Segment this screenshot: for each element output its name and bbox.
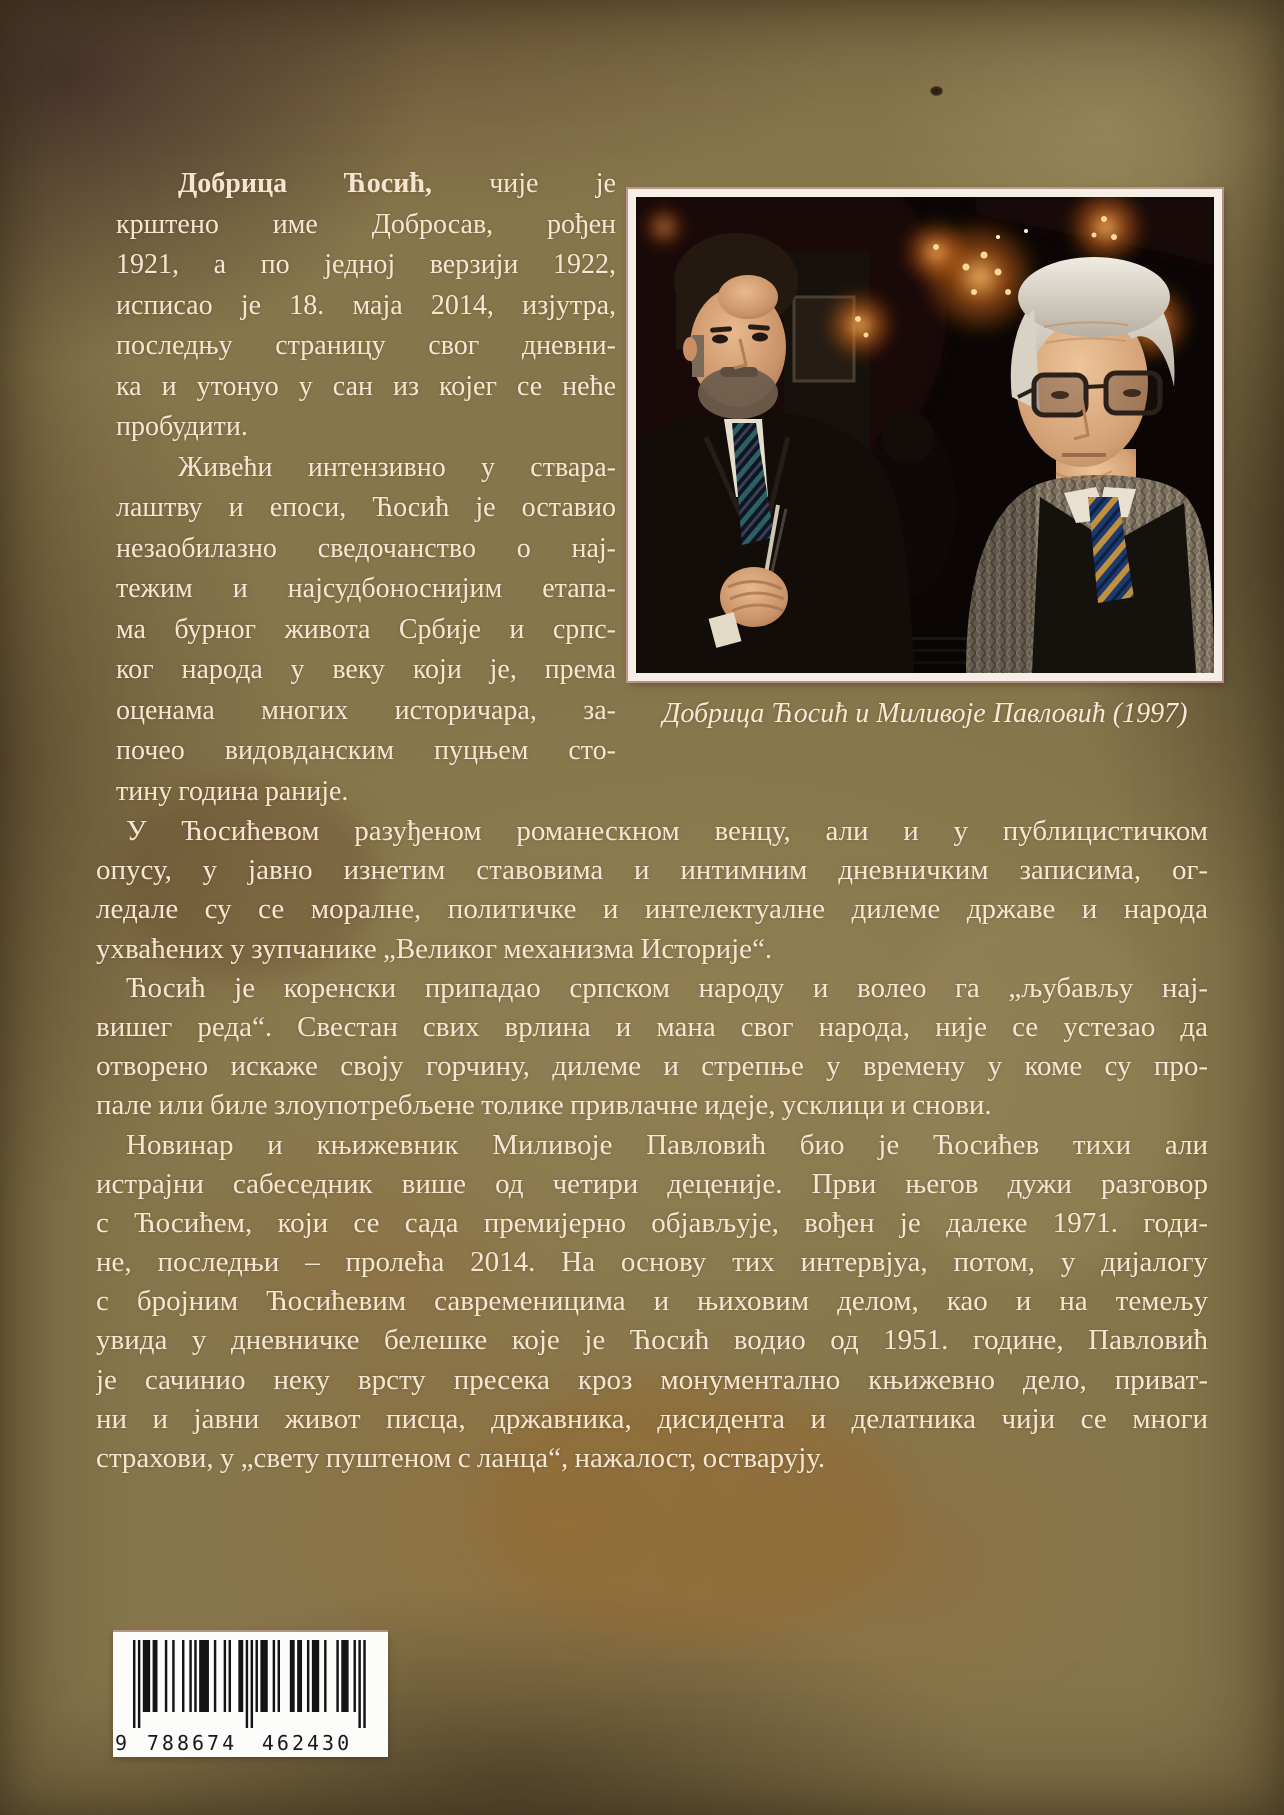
text-line: опусу, у јавно изнетим ставовима и интимним дневничким записима, ог-: [96, 854, 1208, 887]
paragraph-5: [96, 1126, 1208, 1479]
text-line: тину година раније.: [116, 775, 349, 807]
text-line: отворено искаже своју горчину, дилеме и стрепње у времену у коме су про-: [96, 1050, 1208, 1083]
text-line: исписао је 18. маја 2014, изјутра,: [116, 289, 616, 321]
text-line: [116, 164, 616, 205]
text-line: пале или биле злоупотребљене толике привлачне идеје, усклици и снови.: [96, 1089, 992, 1122]
paragraph-2: [116, 448, 616, 813]
text-line: ма бурног живота Србије и српс-: [116, 613, 616, 645]
text-line: последњу страницу свог дневни-: [116, 330, 616, 361]
text-line: У Ћосићевом разуђеном романескном венцу, али и у публицистичком: [126, 815, 1208, 847]
text-line: увида у дневничке белешке које је Ћосић водио од 1951. године, Павловић: [96, 1324, 1208, 1357]
isbn-barcode: [113, 1632, 388, 1757]
barcode-svg: [113, 1632, 388, 1757]
barcode-digits-group1: 788674: [146, 1731, 238, 1755]
text-line: Ћосић је коренски припадао српском народу и волео га „љубављу нај-: [126, 971, 1208, 1004]
author-name-bold: Добрица Ћосић,: [178, 168, 432, 199]
text-run: чије је: [431, 168, 616, 199]
barcode-digit-left: 9: [115, 1731, 131, 1755]
text-line: оценама многих историчара, за-: [116, 694, 616, 726]
barcode-bars: [133, 1640, 366, 1728]
text-line: Новинар и књижевник Миливоје Павловић био је Ћосићев тихи али: [126, 1128, 1208, 1161]
text-line: ухваћених у зупчанике „Великог механизма Историје“.: [96, 932, 773, 965]
text-line: с Ћосићем, који се сада премијерно објављује, вођен је далеке 1971. годи-: [96, 1206, 1208, 1239]
text-line: је сачинио неку врсту пресека кроз монументално књижевно дело, приват-: [96, 1363, 1208, 1396]
paragraph-4: [96, 969, 1208, 1126]
main-text: [96, 812, 1208, 1478]
photo-illustration: [636, 197, 1214, 673]
text-line: ког народа у веку који је, према: [116, 654, 616, 685]
photo-frame: [628, 189, 1222, 681]
text-line: ка и утонуо у сан из којег се неће: [116, 370, 616, 402]
text-line: тежим и најсудбоноснијим етапа-: [116, 573, 616, 604]
text-line: пробудити.: [116, 411, 248, 442]
barcode-digits-group2: 462430: [261, 1731, 353, 1755]
ink-speck: [930, 86, 943, 96]
text-line: незаобилазно сведочанство о нај-: [116, 532, 616, 564]
text-line: крштено име Добросав, рођен: [116, 208, 616, 240]
text-line: ни и јавни живот писца, државника, дисидента и делатника чији се многи: [96, 1402, 1208, 1435]
text-line: почео видовданским пуцњем сто-: [116, 735, 616, 766]
text-line: не, последњи – пролећа 2014. На основу тих интервјуа, потом, у дијалогу: [96, 1246, 1208, 1279]
text-line: Живећи интензивно у ствара-: [178, 451, 616, 483]
text-line: с бројним Ћосићевим савременицима и њиховим делом, као и на темељу: [96, 1285, 1208, 1318]
text-line: истрајни сабеседник више од четири деценије. Први његов дужи разговор: [96, 1167, 1208, 1200]
paragraph-1: [116, 164, 616, 448]
text-line: вишег реда“. Свестан свих врлина и мана свог народа, није се устезао да: [96, 1010, 1208, 1043]
paragraph-3: [96, 812, 1208, 969]
photo-caption: Добрица Ћосић и Миливоје Павловић (1997): [662, 698, 1188, 729]
text-line: страхови, у „свету пуштеном с ланца“, нажалост, остварују.: [96, 1442, 826, 1474]
text-line: 1921, а по једној верзији 1922,: [116, 249, 616, 280]
biography-column: [116, 164, 616, 812]
text-line: ледале су се моралне, политичке и интелектуалне дилеме државе и народа: [96, 893, 1208, 926]
text-line: лаштву и епоси, Ћосић је оставио: [116, 492, 616, 523]
